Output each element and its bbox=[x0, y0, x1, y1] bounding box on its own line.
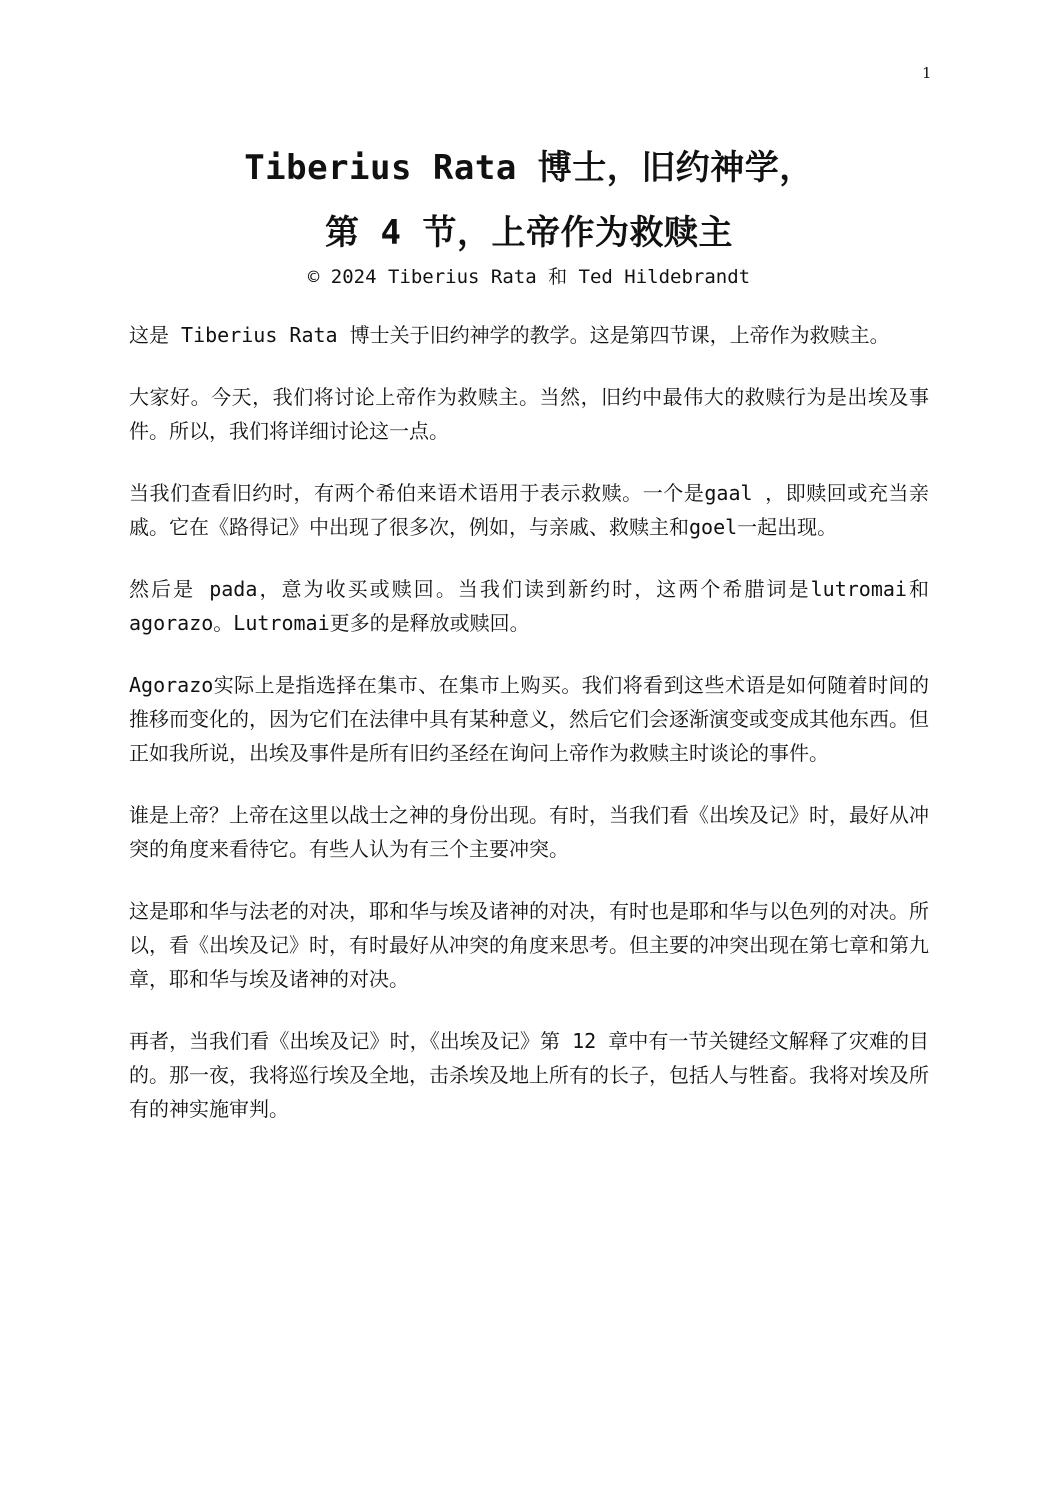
paragraph: 当我们查看旧约时，有两个希伯来语术语用于表示救赎。一个是gaal ，即赎回或充当亲戚。它在《路得记》中出现了很多次，例如，与亲戚、救赎主和goel一起出现。 bbox=[129, 481, 929, 539]
paragraph: 这是 Tiberius Rata 博士关于旧约神学的教学。这是第四节课，上帝作为救赎主。 bbox=[129, 323, 890, 347]
document-title-line-2: 第 4 节，上帝作为救赎主 bbox=[325, 213, 733, 253]
paragraph: Agorazo实际上是指选择在集市、在集市上购买。我们将看到这些术语是如何随着时间的推移而变化的，因为它们在法律中具有某种意义，然后它们会逐渐演变或变成其他东西。但正如我所说，出埃及事件是所有旧约圣经在询问上帝作为救赎主时谈论的事件。 bbox=[129, 673, 929, 765]
copyright-notice: © 2024 Tiberius Rata 和 Ted Hildebrandt bbox=[307, 266, 751, 288]
paragraph: 再者，当我们看《出埃及记》时，《出埃及记》第 12 章中有一节关键经文解释了灾难的目的。那一夜，我将巡行埃及全地，击杀埃及地上所有的长子，包括人与牲畜。我将对埃及所有的神实施审判。 bbox=[129, 1029, 929, 1121]
paragraph: 谁是上帝？上帝在这里以战士之神的身份出现。有时，当我们看《出埃及记》时，最好从冲突的角度来看待它。有些人认为有三个主要冲突。 bbox=[129, 803, 929, 861]
document-title-line-1: Tiberius Rata 博士，旧约神学， bbox=[244, 148, 814, 188]
page-number: 1 bbox=[922, 64, 932, 82]
paragraph: 大家好。今天，我们将讨论上帝作为救赎主。当然，旧约中最伟大的救赎行为是出埃及事件。所以，我们将详细讨论这一点。 bbox=[129, 385, 929, 443]
document-body bbox=[129, 318, 929, 1154]
paragraph: 这是耶和华与法老的对决，耶和华与埃及诸神的对决，有时也是耶和华与以色列的对决。所以，看《出埃及记》时，有时最好从冲突的角度来思考。但主要的冲突出现在第七章和第九章，耶和华与埃及诸神的对决。 bbox=[129, 899, 929, 991]
paragraph: 然后是 pada，意为收买或赎回。当我们读到新约时，这两个希腊词是lutromai和agorazo。Lutromai更多的是释放或赎回。 bbox=[129, 577, 929, 635]
